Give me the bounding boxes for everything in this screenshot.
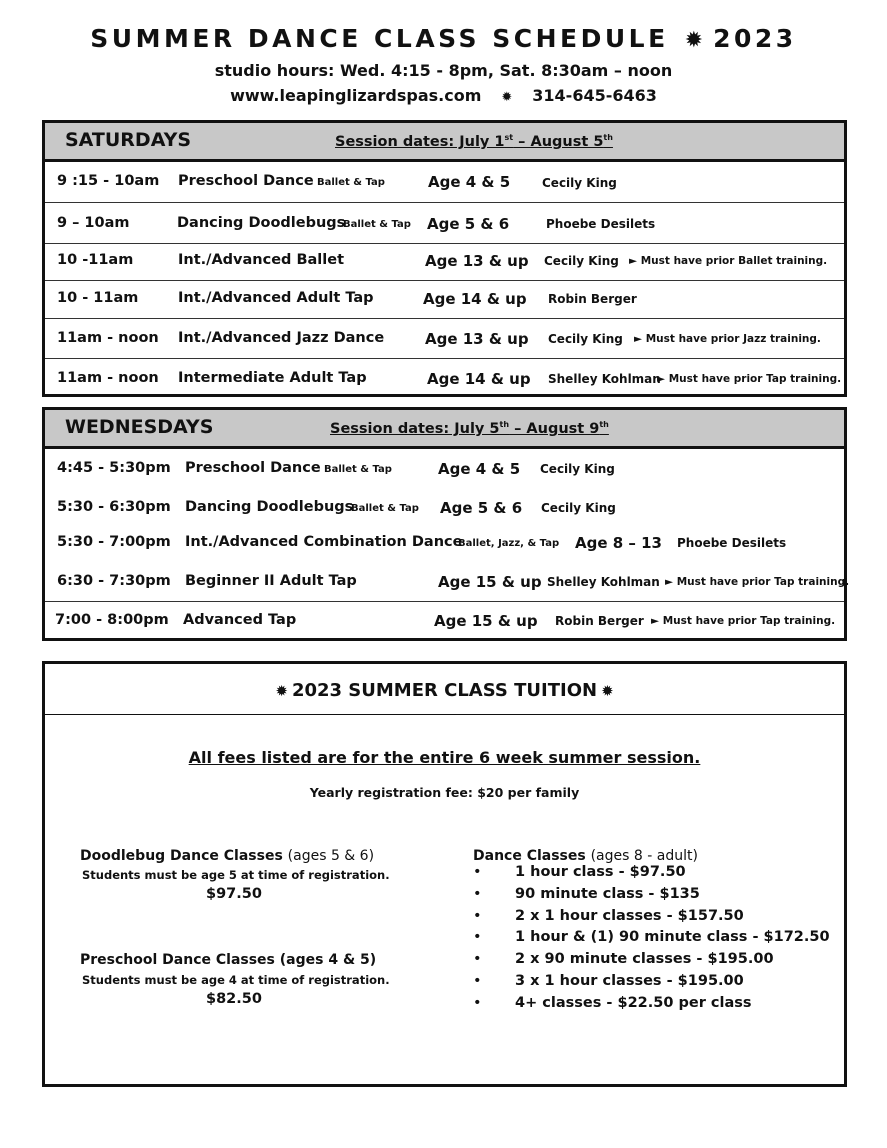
prerequisite-note: ► Must have prior Ballet training. <box>629 255 828 267</box>
class-age: Age 4 & 5 <box>438 460 521 478</box>
class-name: Advanced Tap <box>183 612 297 628</box>
prerequisite-note: ► Must have prior Tap training. <box>665 576 850 588</box>
bullet-icon: • <box>473 972 482 989</box>
bullet-icon: • <box>473 885 482 902</box>
table-row <box>45 162 844 203</box>
bullet-icon: • <box>473 951 482 968</box>
preschool-heading: Preschool Dance Classes (ages 4 & 5) <box>80 952 377 968</box>
bullet-icon: • <box>473 994 482 1011</box>
instructor: Shelley Kohlman <box>548 372 661 386</box>
class-style: Ballet & Tap <box>324 464 392 475</box>
class-time: 4:45 - 5:30pm <box>57 460 171 476</box>
class-name: Int./Advanced Adult Tap <box>178 290 374 306</box>
class-age: Age 5 & 6 <box>440 499 523 517</box>
sunburst-icon: ✹ <box>684 28 704 53</box>
class-age: Age 13 & up <box>425 252 529 270</box>
session-dates: Session dates: July 5th – August 9th <box>330 420 609 437</box>
class-age: Age 13 & up <box>425 330 529 348</box>
instructor: Robin Berger <box>548 292 637 306</box>
class-time: 11am - noon <box>57 330 159 346</box>
sunburst-icon: ✹ <box>275 682 288 700</box>
page-title <box>0 24 887 53</box>
class-time: 10 - 11am <box>57 290 139 306</box>
dance-classes-heading: Dance Classes (ages 8 - adult) <box>473 848 698 864</box>
class-time: 5:30 - 7:00pm <box>57 534 171 550</box>
table-row <box>45 359 844 396</box>
preschool-note: Students must be age 4 at time of registration. <box>82 973 390 987</box>
class-age: Age 5 & 6 <box>427 215 510 233</box>
instructor: Cecily King <box>548 332 623 346</box>
contact-line <box>0 86 887 105</box>
doodlebug-heading: Doodlebug Dance Classes (ages 5 & 6) <box>80 848 375 864</box>
class-time: 11am - noon <box>57 370 159 386</box>
title-text: SUMMER DANCE CLASS SCHEDULE <box>90 24 669 53</box>
prerequisite-note: ► Must have prior Jazz training. <box>634 333 821 345</box>
saturdays-schedule <box>42 120 847 397</box>
bullet-icon: • <box>473 864 482 880</box>
instructor: Cecily King <box>542 176 617 190</box>
table-row <box>45 602 844 638</box>
class-age: Age 15 & up <box>434 612 538 630</box>
sunburst-icon: ✹ <box>601 682 614 700</box>
title-year: 2023 <box>713 24 797 53</box>
tuition-title: 2023 SUMMER CLASS TUITION <box>291 680 598 701</box>
class-age: Age 15 & up <box>438 573 542 591</box>
class-age: Age 4 & 5 <box>428 173 511 191</box>
instructor: Cecily King <box>541 501 616 515</box>
class-name: Preschool Dance <box>185 460 321 476</box>
class-name: Intermediate Adult Tap <box>178 370 367 386</box>
class-name: Int./Advanced Combination Dance <box>185 534 463 550</box>
table-row <box>45 319 844 359</box>
registration-fee: Yearly registration fee: $20 per family <box>309 785 580 800</box>
wednesdays-schedule <box>42 407 850 641</box>
doodlebug-price: $97.50 <box>206 886 262 902</box>
table-row <box>45 449 844 488</box>
instructor: Phoebe Desilets <box>677 536 787 550</box>
table-row <box>45 563 850 602</box>
class-name: Beginner II Adult Tap <box>185 573 357 589</box>
class-age: Age 14 & up <box>423 290 527 308</box>
class-time: 5:30 - 6:30pm <box>57 499 171 515</box>
preschool-price: $82.50 <box>206 991 262 1007</box>
studio-hours: studio hours: Wed. 4:15 - 8pm, Sat. 8:30am – noon <box>214 61 673 80</box>
class-name: Int./Advanced Jazz Dance <box>178 330 385 346</box>
table-row <box>45 281 844 319</box>
table-row <box>45 203 844 244</box>
class-name: Dancing Doodlebugs <box>185 499 354 515</box>
instructor: Shelley Kohlman <box>547 575 660 589</box>
day-label: SATURDAYS <box>65 129 192 151</box>
phone-number: 314-645-6463 <box>532 86 657 105</box>
class-time: 6:30 - 7:30pm <box>57 573 171 589</box>
tuition-heading <box>45 664 844 715</box>
table-row <box>45 525 844 563</box>
day-label: WEDNESDAYS <box>65 416 214 438</box>
class-style: Ballet & Tap <box>351 503 419 514</box>
doodlebug-note: Students must be age 5 at time of registration. <box>82 868 390 882</box>
bullet-icon: • <box>473 929 482 946</box>
class-time: 9 – 10am <box>57 215 130 231</box>
table-row <box>45 244 844 281</box>
wednesdays-header <box>45 410 844 449</box>
class-style: Ballet & Tap <box>317 177 385 188</box>
website-link[interactable]: www.leapinglizardspas.com <box>230 86 482 105</box>
class-age: Age 8 – 13 <box>575 534 662 552</box>
instructor: Phoebe Desilets <box>546 217 656 231</box>
table-row <box>45 488 844 525</box>
class-style: Ballet & Tap <box>343 219 411 230</box>
class-name: Dancing Doodlebugs <box>177 215 346 231</box>
saturdays-header <box>45 123 844 162</box>
prerequisite-note: ► Must have prior Tap training. <box>657 373 842 385</box>
prerequisite-note: ► Must have prior Tap training. <box>651 615 836 627</box>
instructor: Cecily King <box>540 462 615 476</box>
instructor: Cecily King <box>544 254 619 268</box>
class-time: 9 :15 - 10am <box>57 173 160 189</box>
class-style: Ballet, Jazz, & Tap <box>458 538 560 549</box>
class-time: 10 -11am <box>57 252 134 268</box>
class-age: Age 14 & up <box>427 370 531 388</box>
class-name: Int./Advanced Ballet <box>178 252 345 268</box>
tuition-section: ✹ 2023 SUMMER CLASS TUITION ✹ All fees listed are for the entire 6 week summer session. Yearly registration fee: $20 per family Doodlebug Dance Classes (ages 5 & 6) Students must be age 5 at time of registration. $97.50 Preschool Dance Classes (ages 4 & 5) Students must be age 4 at time of registration. $82.50 Dance Classes (ages 8 - adult) • 1 hour class - $97.50 • 90 minute class - $135 • 2 x 1 hour classes - $157.50 • 1 hour & (1) 90 minute class - $172.50 • 2 x 90 minute classes - $195.00 • 3 x 1 hour classes - $195.00 • 4+ classes - $22.50 per class <box>42 661 847 1087</box>
bullet-icon: • <box>473 907 482 924</box>
class-name: Preschool Dance <box>178 173 314 189</box>
fees-notice: All fees listed are for the entire 6 week summer session. <box>188 748 701 767</box>
session-dates: Session dates: July 1st – August 5th <box>335 133 613 150</box>
separator-icon: ✹ <box>501 90 513 105</box>
instructor: Robin Berger <box>555 614 644 628</box>
class-time: 7:00 - 8:00pm <box>55 612 169 628</box>
